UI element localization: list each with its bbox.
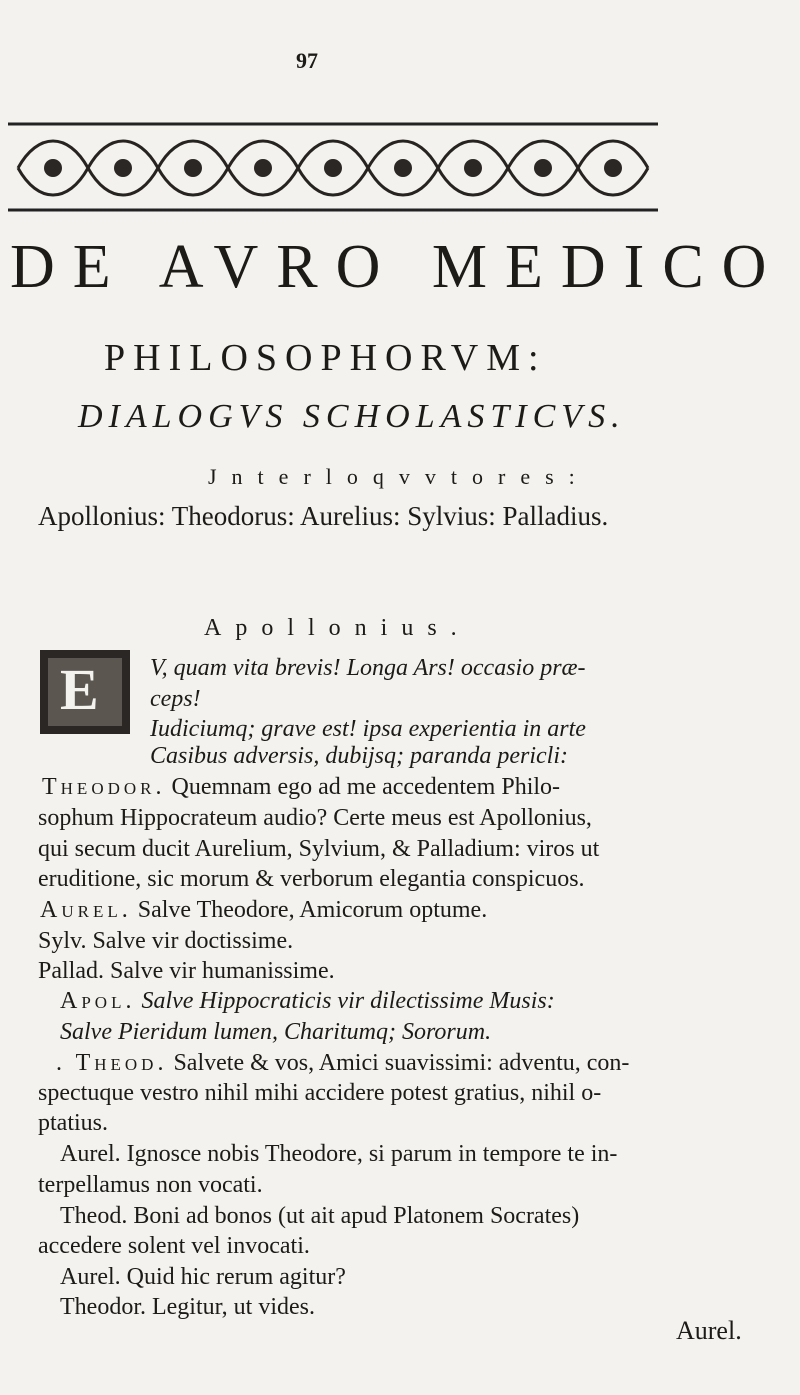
text-line: Pallad. Salve vir humanissime.: [38, 958, 335, 984]
text-line: accedere solent vel invocati.: [38, 1233, 310, 1259]
speaker-name: Apol.: [60, 988, 136, 1014]
text-line: spectuque vestro nihil mihi accidere potest gratius, nihil o-: [38, 1080, 602, 1106]
text-line: Theodor. Legitur, ut vides.: [60, 1294, 315, 1320]
text-line: [40, 897, 487, 924]
text-line: terpellamus non vocati.: [38, 1172, 263, 1198]
text-line: sophum Hippocrateum audio? Certe meus est Apollonius,: [38, 805, 592, 831]
text-line: Aurel. Quid hic rerum agitur?: [60, 1264, 346, 1290]
line-text: Salve Hippocraticis vir dilectissime Musis:: [141, 988, 555, 1014]
page-number: 97: [296, 48, 318, 73]
text-line: [60, 988, 555, 1015]
speaker-name: Theodor.: [42, 774, 166, 800]
line-text: Salvete & vos, Amici suavissimi: adventu, con-: [173, 1050, 630, 1076]
speaker-name: Aurel.: [40, 897, 132, 923]
text-line: eruditione, sic morum & verborum elegantia conspicuos.: [38, 866, 585, 892]
title-line-2: PHILOSOPHORVM:: [104, 337, 547, 379]
speakers-list: Apollonius: Theodorus: Aurelius: Sylvius: Palladius.: [38, 501, 609, 531]
text-line: [56, 1050, 629, 1077]
interlocutores-heading: Jnterloqvvtores:: [208, 464, 590, 489]
text-line: Casibus adversis, dubijsq; paranda pericli:: [150, 743, 568, 769]
text-line: Sylv. Salve vir doctissime.: [38, 928, 294, 954]
text-line: ptatius.: [38, 1110, 108, 1136]
text-line: V, quam vita brevis! Longa Ars! occasio præ-: [150, 655, 586, 681]
speaker-heading: Apollonius.: [204, 615, 471, 641]
line-text: Salve Theodore, Amicorum optume.: [137, 897, 488, 923]
text-line: ceps!: [150, 686, 201, 712]
text-line: qui secum ducit Aurelium, Sylvium, & Palladium: viros ut: [38, 836, 600, 862]
text-line: Aurel. Ignosce nobis Theodore, si parum in tempore te in-: [60, 1141, 618, 1167]
text-line: [42, 774, 560, 801]
decorated-initial: [40, 650, 130, 734]
speaker-name: . Theod.: [56, 1050, 168, 1076]
ornament-band-icon: [8, 118, 658, 216]
line-text: Quemnam ego ad me accedentem Philo-: [171, 774, 561, 800]
catchword: Aurel.: [676, 1316, 742, 1345]
text-line: Salve Pieridum lumen, Charitumq; Sororum.: [60, 1019, 492, 1045]
initial-letter: E: [60, 657, 99, 722]
text-line: Iudiciumq; grave est! ipsa experientia in arte: [150, 716, 586, 742]
title-line-3: DIALOGVS SCHOLASTICVS.: [78, 398, 626, 435]
title-line-1: DE AVRO MEDICO: [10, 233, 785, 301]
text-line: Theod. Boni ad bonos (ut ait apud Platonem Socrates): [60, 1203, 580, 1229]
